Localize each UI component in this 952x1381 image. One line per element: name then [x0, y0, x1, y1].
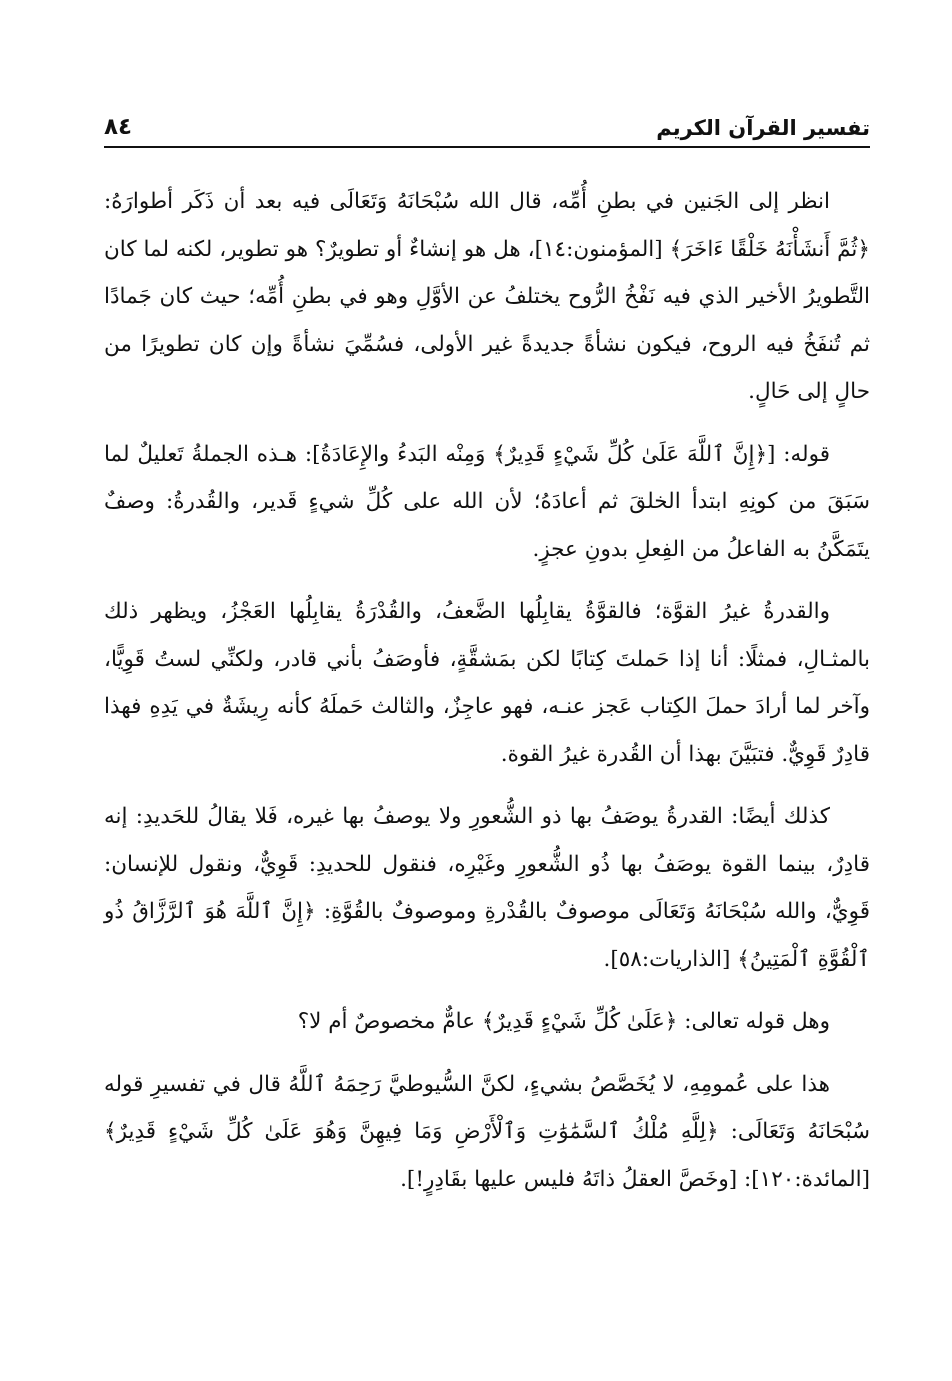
book-title: تفسير القرآن الكريم — [656, 116, 870, 140]
page-header — [104, 108, 870, 148]
page-body — [104, 178, 870, 1203]
paragraph: هذا على عُمومِهِ، لا يُخَصَّصُ بشيءٍ، لكنَّ السُّيوطيَّ رَحِمَهُ ٱللَّهُ قال في تفسيرِ قوله سُبْحَانَهُ وَتَعَالَى: ﴿لِلَّهِ مُلْكُ ٱلسَّمَٰوَٰتِ وَٱلْأَرْضِ وَمَا فِيهِنَّ وَهُوَ عَلَىٰ كُلِّ شَيْءٍ قَدِيرٌ﴾ [المائدة:١٢٠]: [وخَصَّ العقلُ ذاتَهُ فليس عليها بقَادِرٍ!]. — [104, 1071, 870, 1192]
paragraph: والقدرةُ غيرُ القوَّة؛ فالقوَّةُ يقابِلُها الضَّعفُ، والقُدْرَةُ يقابِلُها العَجْزُ، ويظهر ذلك بالمثـالِ، فمثلًا: أنا إذا حَملتَ كِتابًا لكن بمَشقَّةٍ، فأوصَفُ بأني قادر، ولكنِّي لستُ قَوِيًّا، وآخر لما أرادَ حملَ الكِتاب عَجز عنـه، فهو عاجِزٌ، والثالث حَملَهُ كأنه رِيشَةٌ في يَدِهِ فهذا قادِرٌ قَوِيٌّ. فتبَيَّنَ بهذا أن القُدرة غيرُ القوة. — [104, 599, 870, 767]
paragraph: انظر إلى الجَنين في بطنِ أُمِّه، قال الله سُبْحَانَهُ وَتَعَالَى فيه بعد أن ذَكَر أطوارَهُ: ﴿ثُمَّ أَنشَأْنَهُ خَلْقًا ءَاخَرَ﴾ [المؤمنون:١٤]، هل هو إنشاءٌ أو تطويرٌ؟ هو تطوير، لكنه لما كان التَّطويرُ الأخير الذي فيه نَفْخُ الرُّوح يختلفُ عن الأوَّلِ وهو في بطنِ أُمِّه؛ حيث كان جَمادًا ثم تُنفَخُ فيه الروح، فيكون نشأةً جديدةً غير الأولى، فسُمِّيَ نشأةً وإن كان تطويرًا من حالٍ إلى حَالٍ. — [104, 189, 870, 404]
paragraph: قوله: [﴿إِنَّ ٱللَّهَ عَلَىٰ كُلِّ شَيْءٍ قَدِيرٌ﴾ وَمِنْه البَدءُ والإِعَادَةُ]: هـذه الجملةُ تَعليلٌ لما سَبَقَ من كونِهِ ابتدأ الخلقَ ثم أعادَهُ؛ لأن الله على كُلِّ شيءٍ قَدير، والقُدرةُ: وصفٌ يتَمَكَّنُ به الفاعلُ من الفِعلِ بدونِ عجزٍ. — [104, 441, 870, 562]
paragraph: وهل قوله تعالى: ﴿عَلَىٰ كُلِّ شَيْءٍ قَدِيرٌ﴾ عامٌّ مخصوصٌ أم لا؟ — [297, 1009, 830, 1034]
page-number: ٨٤ — [104, 114, 133, 140]
paragraph: كذلك أيضًا: القدرةُ يوصَفُ بها ذو الشُّعورِ ولا يوصفُ بها غيره، فَلا يقالُ للحَديدِ: إنه قادِرٌ، بينما القوة يوصَفُ بها ذُو الشُّعورِ وغَيْرِه، فنقول للحديدِ: قَوِيٌّ، ونقول للإنسان: قَوِيٌّ، والله سُبْحَانَهُ وَتَعَالَى موصوفٌ بالقُدْرةِ وموصوفٌ بالقُوَّةِ: ﴿إِنَّ ٱللَّهَ هُوَ ٱلرَّزَّاقُ ذُو ٱلْقُوَّةِ ٱلْمَتِينُ﴾ [الذاريات:٥٨]. — [104, 804, 870, 972]
